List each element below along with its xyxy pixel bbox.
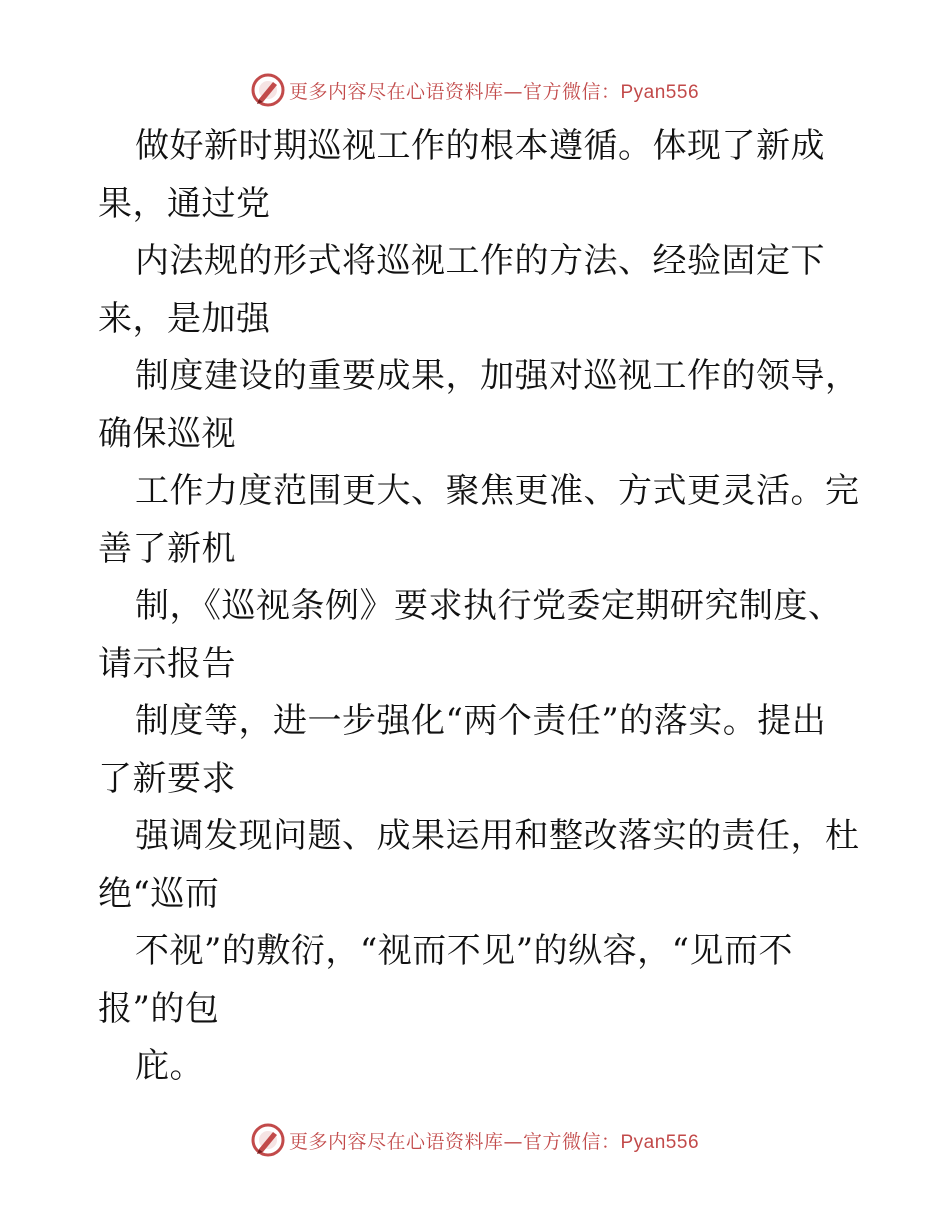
- header-banner: [0, 70, 950, 110]
- text-line: 确保巡视: [98, 413, 236, 454]
- text-line: 善了新机: [98, 528, 236, 569]
- text-line: 来，是加强: [98, 298, 271, 339]
- text-line: 制度建设的重要成果，加强对巡视工作的领导，: [135, 356, 860, 396]
- footer-banner: [0, 1120, 950, 1160]
- banner-text: [289, 1127, 699, 1154]
- banner-wechat-label: 官方微信：: [522, 1130, 621, 1153]
- text-line: 做好新时期巡视工作的根本遵循。体现了新成: [135, 126, 825, 166]
- pen-logo-icon: [251, 73, 285, 107]
- banner-text: [289, 77, 699, 104]
- text-line: 了新要求: [98, 758, 236, 799]
- text-line: 报”的包: [98, 988, 220, 1029]
- banner-wechat-label: 官方微信：: [522, 80, 621, 103]
- text-line: 制度等，进一步强化“两个责任”的落实。提出: [135, 701, 827, 741]
- text-line: 庇。: [135, 1046, 204, 1086]
- text-line: 绝“巡而: [98, 873, 220, 914]
- banner-title: 更多内容尽在心语资料库: [288, 80, 504, 103]
- banner-wechat-id: Pyan556: [620, 1131, 700, 1153]
- text-line: 强调发现问题、成果运用和整改落实的责任，杜: [135, 816, 860, 856]
- pen-logo-icon: [251, 1123, 285, 1157]
- text-line: 内法规的形式将巡视工作的方法、经验固定下: [135, 241, 825, 281]
- text-line: 工作力度范围更大、聚焦更准、方式更灵活。完: [135, 471, 860, 511]
- banner-separator: —: [503, 1130, 523, 1153]
- banner-title: 更多内容尽在心语资料库: [288, 1130, 504, 1153]
- text-line: 不视”的敷衍，“视而不见”的纵容，“见而不: [135, 931, 794, 971]
- banner-separator: —: [503, 80, 523, 103]
- text-line: 果，通过党: [98, 183, 271, 224]
- text-line: 制，《巡视条例》要求执行党委定期研究制度、: [135, 586, 843, 626]
- banner-wechat-id: Pyan556: [620, 81, 700, 103]
- document-body: [98, 118, 868, 1096]
- text-line: 请示报告: [98, 643, 236, 684]
